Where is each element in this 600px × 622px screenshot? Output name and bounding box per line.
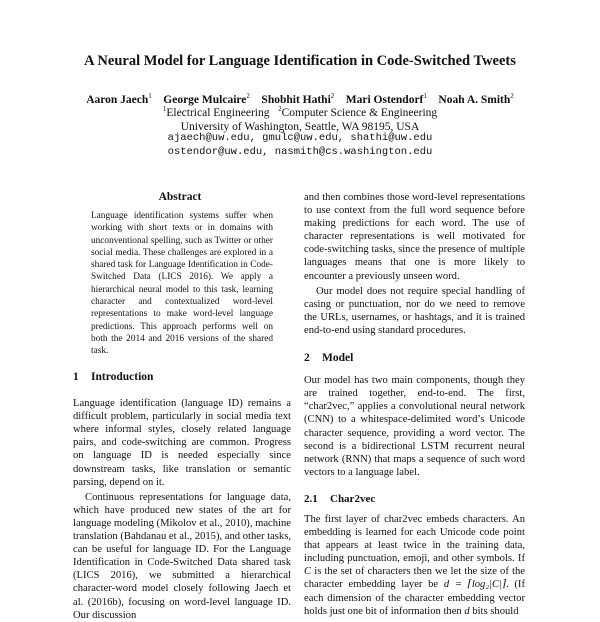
- section-heading: [73, 371, 291, 384]
- subsection-number: 2.1: [304, 492, 318, 505]
- author-affil-mark: 2: [330, 92, 335, 100]
- math-var: C: [304, 566, 312, 578]
- math-formula: d = ⌈log₂|C|⌉: [443, 579, 507, 591]
- section-heading: [304, 352, 525, 365]
- department-cse: Computer Science & Engineering: [281, 106, 438, 119]
- intro-section: [73, 371, 291, 622]
- section-title: Model: [322, 352, 354, 365]
- author-name: Aaron Jaech: [86, 93, 149, 106]
- affiliations: [0, 102, 600, 134]
- department-ee: Electrical Engineering: [166, 106, 270, 119]
- abstract-heading: Abstract: [158, 191, 202, 203]
- author-name: Shobhit Hathi: [261, 93, 331, 106]
- author-name: George Mulcaire: [163, 93, 247, 106]
- email-line: ostendor@uw.edu, nasmith@cs.washington.edu: [167, 146, 433, 158]
- paragraph: Continuous representations for language data, which have produced new states of the art for language modeling (Mikolov et al., 2010), machine translation (Bahdanau et al., 2015), and other tasks, can be useful for language ID. For the Language Identification in Code-Switched Data shared task (LICS 2016), we submitted a hierarchical character-word model closely following Jaech et al. (2016b), focusing on word-level language ID. Our discussion: [73, 491, 291, 621]
- author-name: Mari Ostendorf: [345, 93, 424, 106]
- subsection-title: Char2vec: [330, 492, 376, 505]
- author-name: Noah A. Smith: [438, 93, 511, 106]
- paragraph: The first layer of char2vec embeds characters. An embedding is learned for each Unicode code point that appears at least twice in the training data, including punctuation, emoji, and other symbols. If C is the set of characters then we let the size of the character embedding layer be d = ⌈log₂|C|⌉. (If each dimension of the character embedding vector holds just one bit of information then d bits should: [304, 513, 525, 617]
- section-title: Introduction: [91, 371, 154, 383]
- paragraph: Language identification (language ID) remains a difficult problem, particularly in social media text where informal styles, closely related language pairs, and code-switching are common. Progress on language ID is needed especially since downstream tasks, like translation or semantic parsing, depend on it.: [73, 398, 291, 488]
- author-affil-mark: 2: [510, 92, 514, 100]
- section-number: 1: [73, 371, 79, 383]
- subsection-heading: [304, 493, 525, 506]
- paper-title: A Neural Model for Language Identification in Code-Switched Tweets: [84, 53, 516, 69]
- math-var: d: [464, 605, 470, 617]
- university: University of Washington, Seattle, WA 98195, USA: [180, 120, 420, 133]
- right-column: [304, 191, 525, 618]
- paragraph: Our model has two main components, though they are trained together, end-to-end. The first, “char2vec,” applies a convolutional neural network (CNN) to a whitespace-delimited word’s Unicode character sequence, providing a word vector. The second is a bidirectional LSTM recurrent neural network (RNN) that maps a sequence of such word vectors to a language label.: [304, 375, 525, 478]
- author-affil-mark: 2: [246, 92, 250, 100]
- email-block: [0, 131, 600, 159]
- section-number: 2: [304, 352, 310, 365]
- abstract-text: Language identification systems suffer when working with short texts or in domains with unconventional spelling, such as Twitter or other social media. These challenges are explored in a shared task for Language Identification in Code-Switched Data (LICS 2016). We apply a hierarchical neural model to this task, learning character and contextualized word-level representations to make word-level language predictions. This approach performs well on both the 2014 and 2016 versions of the shared task.: [91, 211, 273, 357]
- email-line: ajaech@uw.edu, gmulc@uw.edu, shathi@uw.edu: [167, 132, 433, 144]
- paragraph: and then combines those word-level representations to use context from the full word sequence before making predictions for each word. The use of character representations is well motivated for code-switching tasks, since the presence of multiple languages means that one is more likely to encounter a previously unseen word.: [304, 192, 525, 282]
- departments: $^1$Electrical Engineering $^2$Computer Science & Engineering: [162, 105, 438, 119]
- author-affil-mark: 1: [423, 92, 427, 100]
- paragraph: Our model does not require special handling of casing or punctuation, nor do we need to remove the URLs, usernames, or hashtags, and it is trained end-to-end using standard procedures.: [304, 285, 525, 336]
- author-affil-mark: 1: [148, 92, 152, 100]
